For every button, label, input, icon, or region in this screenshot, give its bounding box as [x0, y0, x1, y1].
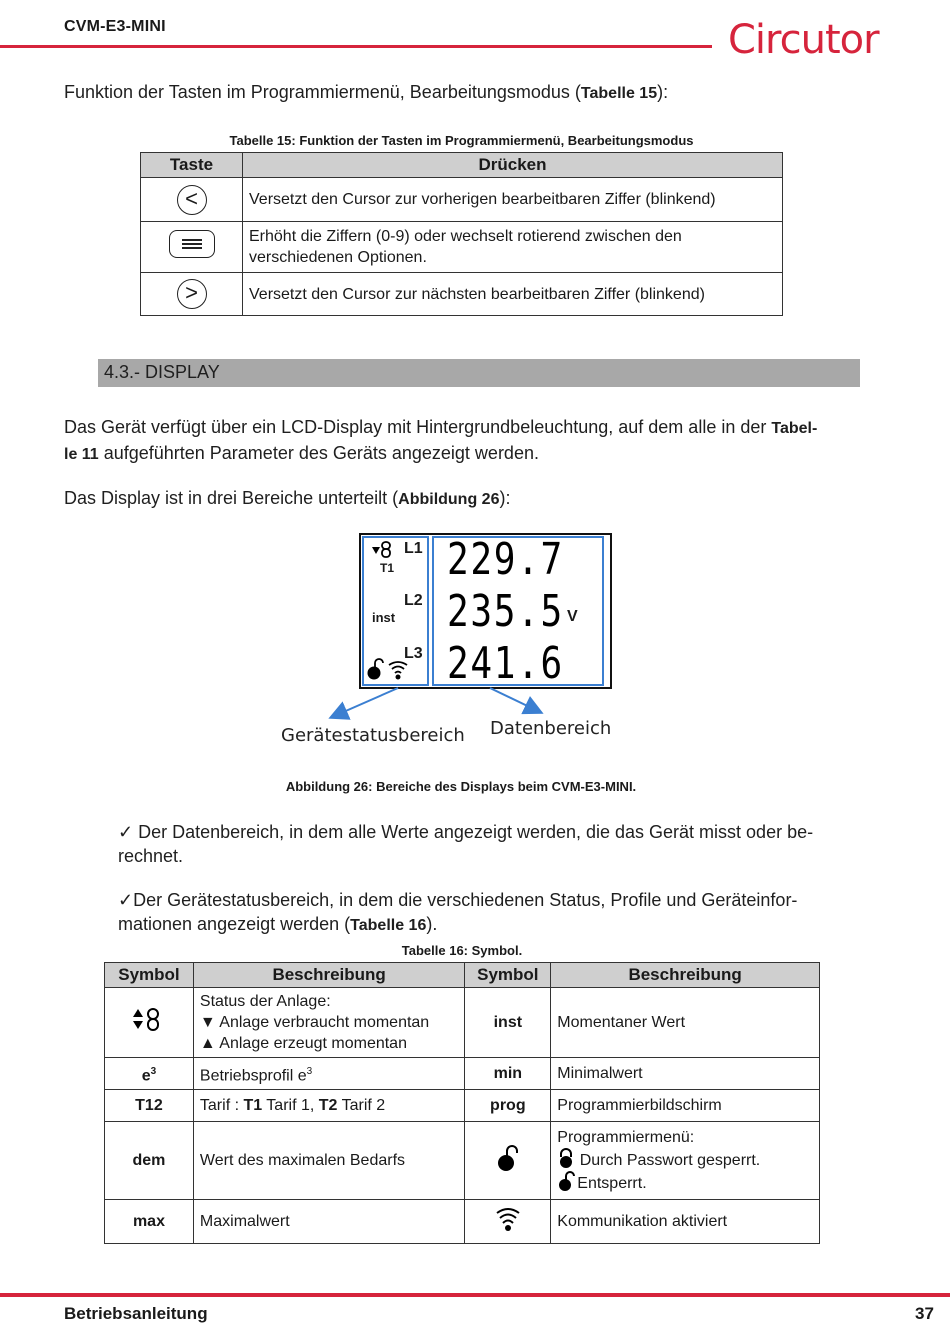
desc-sup: 3	[306, 1066, 313, 1077]
areas-paragraph	[64, 486, 510, 512]
bullet1-line2: rechnet.	[118, 846, 184, 866]
desc-cell: Minimalwert	[551, 1058, 820, 1090]
desc-line	[557, 1148, 813, 1171]
intro-text: Funktion der Tasten im Programmiermenü, Bearbeitungsmodus (	[64, 82, 581, 102]
symbol-cell: inst	[465, 988, 551, 1058]
label-status-area: Gerätestatusbereich	[281, 725, 465, 746]
footer-rule	[0, 1293, 950, 1297]
lcd-tariff: T1	[380, 561, 395, 575]
desc-text: Tarif 2	[337, 1097, 386, 1115]
bullet2-line2-end: ).	[426, 914, 438, 934]
table-row	[105, 988, 820, 1058]
intro-text-end: ):	[657, 82, 669, 102]
table-15	[140, 152, 783, 316]
symbol-cell	[105, 988, 194, 1058]
communication-icon	[495, 1206, 521, 1232]
desc-cell: Kommunikation aktiviert	[551, 1200, 820, 1244]
table16-header-desc-2: Beschreibung	[551, 963, 820, 988]
para2-text: Das Display ist in drei Bereiche unterteilt (	[64, 488, 399, 508]
table16-header-desc: Beschreibung	[193, 963, 464, 988]
symbol-cell: T12	[105, 1090, 194, 1122]
padlock-closed-icon	[557, 1148, 575, 1168]
table15-header-key: Taste	[141, 153, 243, 178]
table-row	[141, 222, 783, 273]
section-heading-bar	[98, 359, 860, 387]
symbol-cell	[105, 1058, 194, 1090]
padlock-open-icon	[557, 1171, 577, 1191]
bullet-status-area	[118, 888, 860, 938]
key-menu-icon	[169, 230, 215, 258]
table-row	[105, 1058, 820, 1090]
desc-line: Programmiermenü:	[557, 1129, 695, 1147]
bullet2-line2: mationen angezeigt werden (	[118, 914, 351, 934]
tendency-icon	[132, 1007, 166, 1033]
intro-table-ref: Tabelle 15	[580, 85, 658, 102]
key-left-icon: <	[177, 185, 207, 215]
key-right-icon: >	[177, 279, 207, 309]
padlock-open-icon	[368, 659, 384, 680]
table15-key-cell	[141, 178, 243, 222]
desc-cell: Wert des maximalen Bedarfs	[193, 1122, 464, 1200]
lcd-value-l1: 229.7	[447, 534, 564, 585]
table15-desc: Erhöht die Ziffern (0-9) oder wechselt rotierend zwischen den verschiedenen Optionen.	[243, 222, 783, 273]
padlock-open-icon	[494, 1144, 522, 1172]
lcd-l2-label: L2	[404, 592, 423, 609]
desc-cell	[193, 988, 464, 1058]
lcd-value-l2: 235.5	[447, 586, 564, 637]
table15-desc: Versetzt den Cursor zur nächsten bearbeitbaren Ziffer (blinkend)	[243, 273, 783, 316]
para2-figure-ref: Abbildung 26	[398, 491, 500, 508]
bullet2-line1: ✓Der Gerätestatusbereich, in dem die verschiedenen Status, Profile und Geräteinfor-	[118, 890, 798, 910]
desc-text: Tarif 1,	[262, 1097, 319, 1115]
figure-caption: Abbildung 26: Bereiche des Displays beim CVM-E3-MINI.	[285, 779, 637, 794]
bullet-data-area	[118, 820, 860, 868]
table-row	[141, 273, 783, 316]
desc-cell: Momentaner Wert	[551, 988, 820, 1058]
lcd-value-l3: 241.6	[447, 638, 564, 689]
desc-cell	[551, 1122, 820, 1200]
desc-cell: Programmierbildschirm	[551, 1090, 820, 1122]
header-rule	[0, 45, 712, 48]
footer-doc-name: Betriebsanleitung	[64, 1304, 208, 1323]
desc-cell	[193, 1090, 464, 1122]
table-row	[105, 1122, 820, 1200]
symbol-cell: prog	[465, 1090, 551, 1122]
document-title: CVM-E3-MINI	[64, 18, 166, 35]
symbol-cell	[465, 1122, 551, 1200]
display-paragraph	[64, 415, 864, 467]
desc-bold: T1	[243, 1097, 263, 1115]
table-16	[104, 962, 820, 1244]
symbol-cell	[465, 1200, 551, 1244]
table16-caption: Tabelle 16: Symbol.	[401, 943, 523, 958]
circutor-logo	[728, 17, 880, 63]
table15-header-press: Drücken	[243, 153, 783, 178]
desc-text: Entsperrt.	[577, 1175, 647, 1193]
desc-line: ▲ Anlage erzeugt momentan	[199, 1035, 407, 1052]
desc-bold: T2	[318, 1097, 338, 1115]
lcd-l3-label: L3	[404, 645, 423, 662]
desc-text: Tarif :	[199, 1097, 244, 1115]
table-row	[105, 1200, 820, 1244]
bullet2-table-ref: Tabelle 16	[350, 917, 427, 934]
symbol-sup: 3	[150, 1066, 157, 1077]
label-data-area: Datenbereich	[490, 718, 612, 739]
desc-cell	[193, 1058, 464, 1090]
lcd-unit: V	[567, 608, 578, 625]
table15-caption: Tabelle 15: Funktion der Tasten im Programmiermenü, Bearbeitungsmodus	[229, 133, 694, 148]
table16-header-symbol-2: Symbol	[465, 963, 551, 988]
desc-text: Betriebsprofil e	[199, 1067, 307, 1085]
table15-key-cell	[141, 273, 243, 316]
symbol-cell: min	[465, 1058, 551, 1090]
desc-line	[557, 1171, 813, 1194]
symbol-text: e	[141, 1067, 151, 1085]
para1-text-end: aufgeführten Parameter des Geräts angezeigt werden.	[98, 443, 539, 463]
section-title: 4.3.- DISPLAY	[104, 362, 220, 382]
para2-text-end: ):	[499, 488, 511, 508]
tendency-icon	[370, 541, 396, 561]
table15-desc: Versetzt den Cursor zur vorherigen bearbeitbaren Ziffer (blinkend)	[243, 178, 783, 222]
desc-line: Status der Anlage:	[199, 993, 331, 1010]
desc-cell: Maximalwert	[193, 1200, 464, 1244]
desc-text: Durch Passwort gesperrt.	[575, 1152, 761, 1170]
lcd-l1-label: L1	[404, 540, 423, 557]
table15-key-cell	[141, 222, 243, 273]
para1-text: Das Gerät verfügt über ein LCD-Display mit Hintergrundbeleuchtung, auf dem alle in der	[64, 417, 772, 437]
table16-header-symbol: Symbol	[105, 963, 194, 988]
table-row	[141, 178, 783, 222]
page-number: 37	[915, 1304, 934, 1323]
logo-wordmark: Circutor	[728, 17, 879, 63]
lcd-mode: inst	[372, 610, 396, 625]
intro-paragraph	[64, 80, 668, 106]
lcd-lock-comm-icons	[366, 658, 412, 682]
communication-icon	[389, 662, 407, 680]
table-row	[105, 1090, 820, 1122]
symbol-cell: max	[105, 1200, 194, 1244]
symbol-cell: dem	[105, 1122, 194, 1200]
bullet1-line1: ✓ Der Datenbereich, in dem alle Werte angezeigt werden, die das Gerät misst oder be-	[118, 822, 814, 842]
desc-line: ▼ Anlage verbraucht momentan	[199, 1014, 430, 1031]
para1-ref-b: le 11	[64, 446, 99, 463]
para1-ref-a: Tabel-	[771, 420, 818, 437]
